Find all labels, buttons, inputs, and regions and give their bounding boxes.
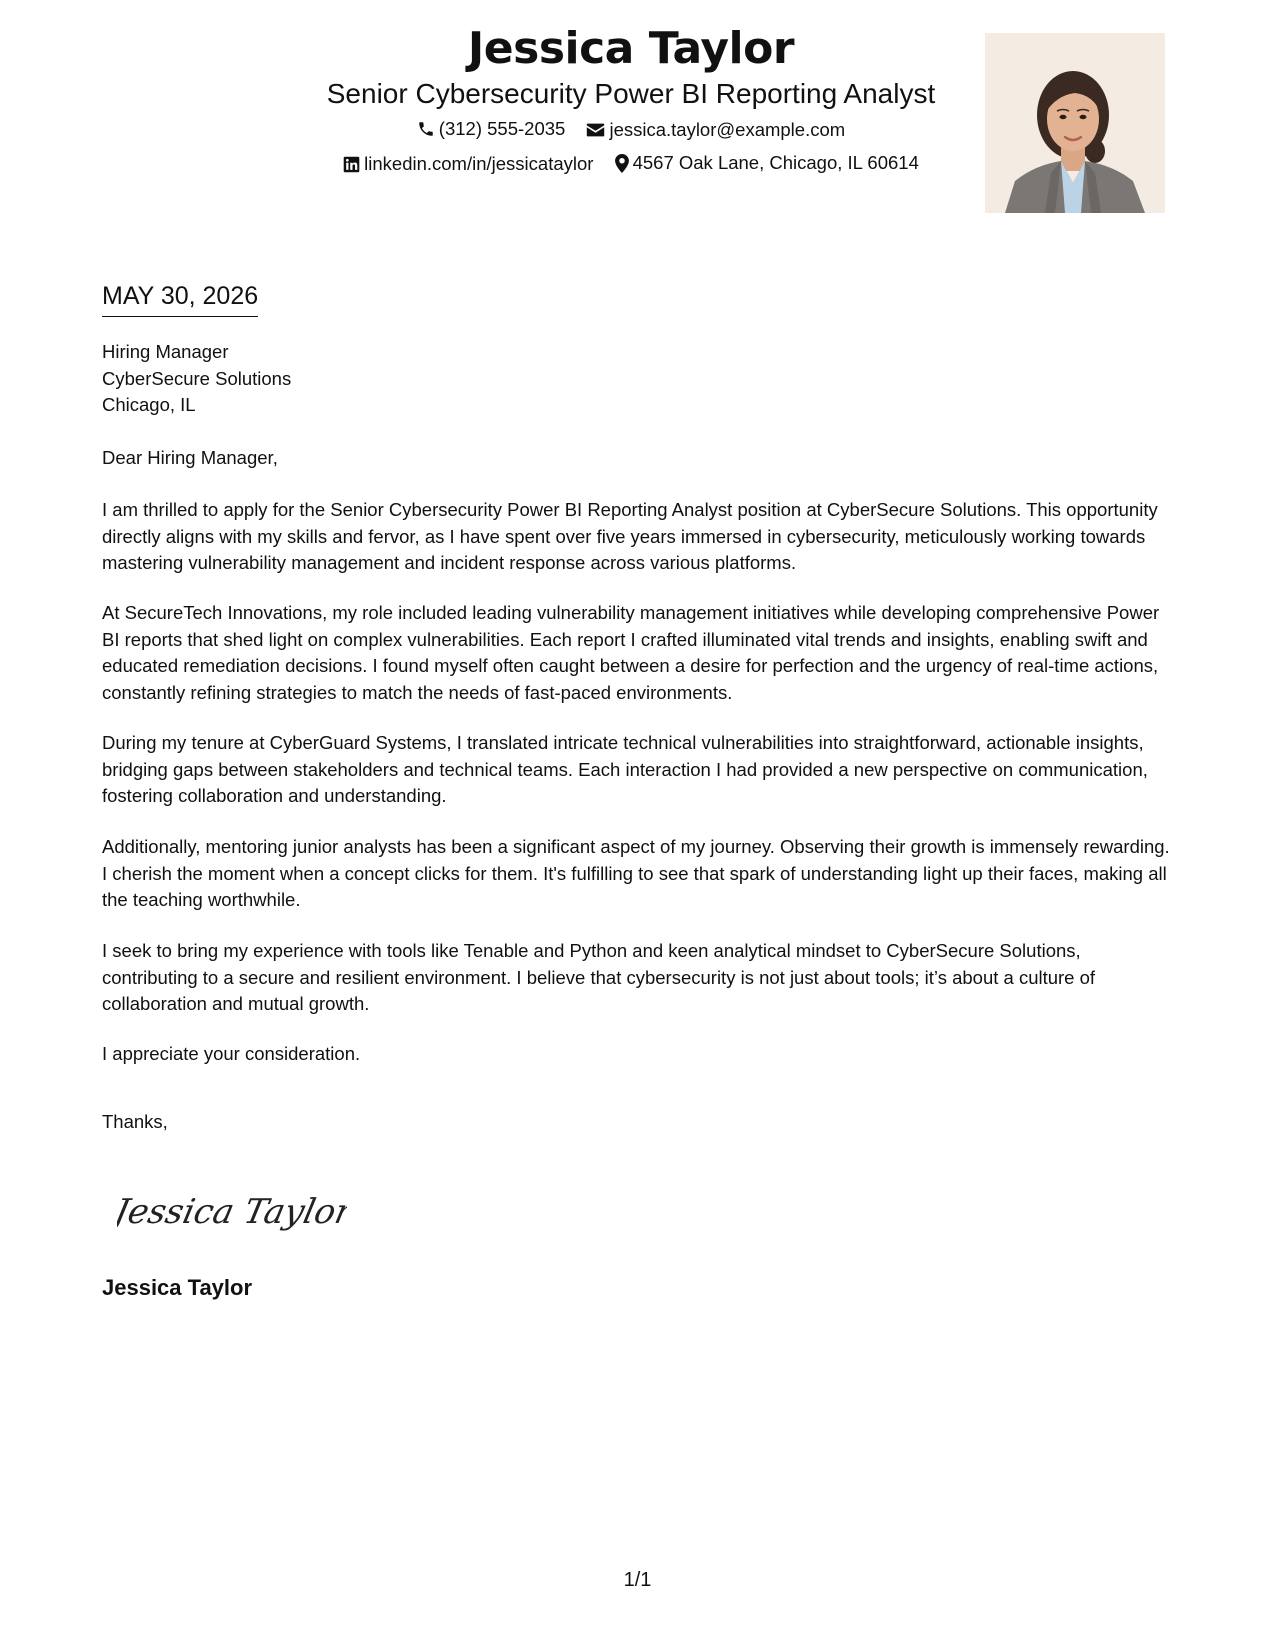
recipient-line: Hiring Manager	[102, 341, 229, 362]
salutation: Dear Hiring Manager,	[102, 447, 278, 468]
applicant-job-title: Senior Cybersecurity Power BI Reporting Analyst	[326, 78, 936, 109]
handwritten-signature	[117, 1183, 347, 1244]
map-pin-icon	[615, 154, 629, 173]
contact-address	[615, 150, 919, 176]
body-paragraph: I appreciate your consideration.	[102, 1043, 361, 1064]
phone-icon	[417, 120, 435, 138]
address-text: 4567 Oak Lane, Chicago, IL 60614	[632, 152, 919, 173]
page-number: 1/1	[623, 1569, 652, 1591]
applicant-name: Jessica Taylor	[467, 23, 795, 74]
phone-text: (312) 555-2035	[438, 118, 566, 139]
contact-linkedin[interactable]	[343, 151, 593, 177]
linkedin-text: linkedin.com/in/jessicataylor	[364, 153, 594, 174]
body-paragraph: During my tenure at CyberGuard Systems, I translated intricate technical vulnerabilities into straightforward, actionable insights, bridging gaps between stakeholders and technical teams. Each interaction I had provided a new perspective on communication, fostering collaboration and understanding.	[102, 732, 1148, 806]
recipient-line: CyberSecure Solutions	[102, 367, 292, 389]
contact-phone[interactable]	[417, 116, 566, 142]
envelope-icon	[586, 122, 605, 138]
linkedin-icon	[343, 156, 360, 173]
letter-date: MAY 30, 2026	[102, 280, 258, 317]
profile-photo	[985, 33, 1165, 213]
closing: Thanks,	[102, 1111, 168, 1132]
body-paragraph: I am thrilled to apply for the Senior Cybersecurity Power BI Reporting Analyst position at CyberSecure Solutions. This opportunity directly aligns with my skills and fervor, as I have spent over five years immersed in cybersecurity, meticulously working towards mastering vulnerability management and incident response across various platforms.	[102, 499, 1158, 573]
body-paragraph: I seek to bring my experience with tools like Tenable and Python and keen analytical mindset to CyberSecure Solutions, contributing to a secure and resilient environment. I believe that cybersecurity is not just about tools; it’s about a culture of collaboration and mutual growth.	[102, 940, 1096, 1014]
body-paragraph: At SecureTech Innovations, my role included leading vulnerability management initiatives while developing comprehensive Power BI reports that shed light on complex vulnerabilities. Each report I crafted illuminated vital trends and insights, enabling swift and educated remediation decisions. I found myself often caught between a desire for perfection and the urgency of real-time actions, constantly refining strategies to match the needs of fast-paced environments.	[102, 602, 1160, 703]
recipient-block	[102, 339, 291, 419]
email-text: jessica.taylor@example.com	[609, 119, 846, 140]
svg-text:Jessica Taylor: Jessica Taylor	[117, 1192, 347, 1232]
recipient-line: Chicago, IL	[102, 394, 196, 415]
signer-name: Jessica Taylor	[102, 1275, 253, 1300]
body-paragraph: Additionally, mentoring junior analysts has been a significant aspect of my journey. Observing their growth is immensely rewarding. I cherish the moment when a concept clicks for them. It's fulfilling to see that spark of understanding light up their faces, making all the teaching worthwhile.	[102, 836, 1170, 910]
contact-email[interactable]	[586, 117, 845, 143]
